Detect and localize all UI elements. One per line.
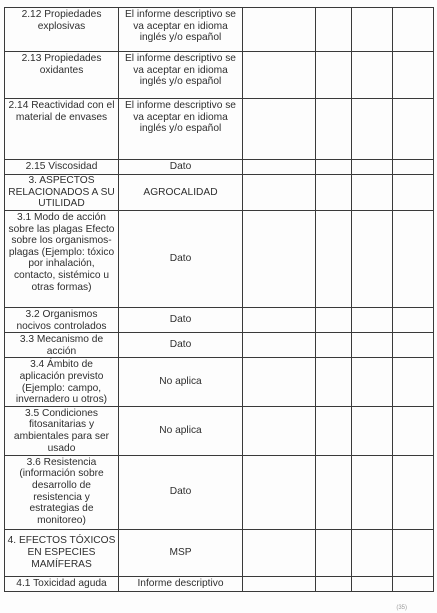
requirement-cell: Informe descriptivo	[119, 576, 243, 591]
blank-cell	[316, 576, 352, 591]
page-mark: (35)	[396, 605, 407, 611]
table-row	[5, 333, 434, 358]
blank-cell	[243, 8, 316, 52]
blank-cell	[393, 99, 434, 160]
table-row	[5, 52, 434, 99]
blank-cell	[243, 175, 316, 211]
responsible-agency: MSP	[119, 529, 243, 576]
blank-cell	[352, 455, 393, 529]
blank-cell	[352, 99, 393, 160]
blank-cell	[352, 308, 393, 333]
blank-cell	[393, 8, 434, 52]
parameter-cell: 2.14 Reactividad con el material de envases	[5, 99, 119, 160]
blank-cell	[243, 576, 316, 591]
table-row	[5, 211, 434, 308]
blank-cell	[352, 52, 393, 99]
blank-cell	[243, 211, 316, 308]
blank-cell	[352, 211, 393, 308]
responsible-agency: AGROCALIDAD	[119, 175, 243, 211]
parameter-cell: 4.1 Toxicidad aguda	[5, 576, 119, 591]
requirement-cell: El informe descriptivo se va aceptar en idioma inglés y/o español	[119, 52, 243, 99]
requirement-cell: Dato	[119, 455, 243, 529]
blank-cell	[352, 175, 393, 211]
parameter-cell: 2.15 Viscosidad	[5, 160, 119, 175]
blank-cell	[393, 576, 434, 591]
blank-cell	[316, 308, 352, 333]
table-row	[5, 406, 434, 455]
blank-cell	[316, 160, 352, 175]
table-row	[5, 8, 434, 52]
requirement-cell: El informe descriptivo se va aceptar en idioma inglés y/o español	[119, 8, 243, 52]
requirement-cell: Dato	[119, 160, 243, 175]
section-row	[5, 529, 434, 576]
blank-cell	[352, 160, 393, 175]
blank-cell	[393, 406, 434, 455]
table-row	[5, 358, 434, 406]
blank-cell	[316, 358, 352, 406]
blank-cell	[393, 211, 434, 308]
blank-cell	[393, 308, 434, 333]
parameter-cell: 2.13 Propiedades oxidantes	[5, 52, 119, 99]
table-row	[5, 455, 434, 529]
blank-cell	[243, 358, 316, 406]
blank-cell	[393, 160, 434, 175]
blank-cell	[352, 406, 393, 455]
section-heading: 4. EFECTOS TÓXICOS EN ESPECIES MAMÍFERAS	[5, 529, 119, 576]
blank-cell	[352, 333, 393, 358]
blank-cell	[393, 333, 434, 358]
blank-cell	[352, 8, 393, 52]
requirement-cell: Dato	[119, 308, 243, 333]
blank-cell	[243, 406, 316, 455]
blank-cell	[352, 358, 393, 406]
requirement-cell: El informe descriptivo se va aceptar en idioma inglés y/o español	[119, 99, 243, 160]
blank-cell	[243, 455, 316, 529]
requirement-cell: Dato	[119, 211, 243, 308]
table-row	[5, 160, 434, 175]
blank-cell	[352, 576, 393, 591]
blank-cell	[393, 175, 434, 211]
table-row	[5, 308, 434, 333]
parameter-cell: 2.12 Propiedades explosivas	[5, 8, 119, 52]
parameter-cell: 3.5 Condiciones fitosanitarias y ambientales para ser usado	[5, 406, 119, 455]
requirement-cell: No aplica	[119, 406, 243, 455]
section-row	[5, 175, 434, 211]
blank-cell	[316, 333, 352, 358]
table-row	[5, 576, 434, 591]
blank-cell	[316, 8, 352, 52]
blank-cell	[243, 308, 316, 333]
parameter-cell: 3.4 Ámbito de aplicación previsto (Ejemplo: campo, invernadero u otros)	[5, 358, 119, 406]
blank-cell	[316, 406, 352, 455]
parameter-cell: 3.3 Mecanismo de acción	[5, 333, 119, 358]
blank-cell	[393, 529, 434, 576]
blank-cell	[243, 52, 316, 99]
blank-cell	[393, 455, 434, 529]
table-row	[5, 99, 434, 160]
parameter-cell: 3.1 Modo de acción sobre las plagas Efecto sobre los organismos-plagas (Ejemplo: tóxico por inhalación, contacto, sistémico u otras formas)	[5, 211, 119, 308]
blank-cell	[316, 52, 352, 99]
blank-cell	[243, 529, 316, 576]
requirements-table	[4, 7, 434, 592]
parameter-cell: 3.6 Resistencia (información sobre desarrollo de resistencia y estrategias de monitoreo)	[5, 455, 119, 529]
blank-cell	[316, 211, 352, 308]
requirement-cell: Dato	[119, 333, 243, 358]
blank-cell	[393, 52, 434, 99]
blank-cell	[352, 529, 393, 576]
blank-cell	[393, 358, 434, 406]
requirement-cell: No aplica	[119, 358, 243, 406]
blank-cell	[243, 99, 316, 160]
blank-cell	[316, 175, 352, 211]
blank-cell	[316, 99, 352, 160]
blank-cell	[243, 160, 316, 175]
blank-cell	[316, 529, 352, 576]
blank-cell	[243, 333, 316, 358]
parameter-cell: 3.2 Organismos nocivos controlados	[5, 308, 119, 333]
section-heading: 3. ASPECTOS RELACIONADOS A SU UTILIDAD	[5, 175, 119, 211]
blank-cell	[316, 455, 352, 529]
